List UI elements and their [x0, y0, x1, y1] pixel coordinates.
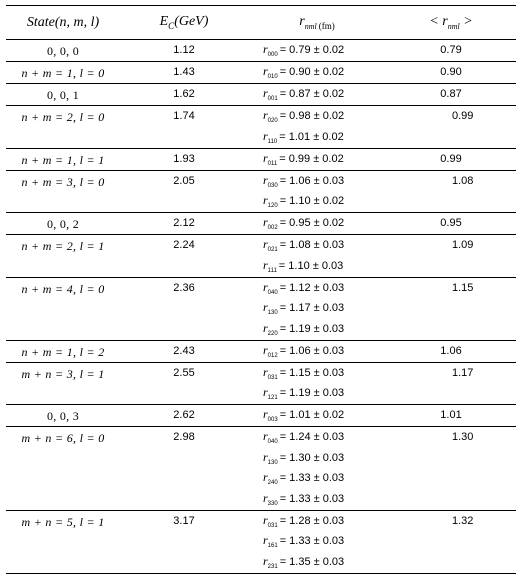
radius-symbol: r	[263, 128, 268, 143]
header-avg-open: < r	[429, 14, 448, 30]
cell-state	[6, 235, 120, 277]
cell-energy	[120, 213, 248, 234]
header-radius	[248, 6, 386, 39]
radius-value: = 1.19 ± 0.03	[279, 322, 345, 335]
radius-item	[263, 405, 393, 426]
results-table	[6, 5, 516, 574]
radius-value: = 0.79 ± 0.02	[279, 44, 345, 57]
cell-energy	[120, 278, 248, 340]
radius-symbol-wrap	[263, 86, 278, 102]
radius-subscript: 120	[267, 203, 278, 210]
cell-avg-radius	[386, 405, 516, 426]
radius-subscript: 220	[267, 330, 278, 337]
radius-subscript: 012	[267, 352, 278, 359]
radius-item	[263, 127, 393, 148]
cell-energy	[120, 84, 248, 105]
radius-value: = 1.24 ± 0.03	[279, 431, 345, 444]
energy-value: 1.43	[173, 66, 195, 78]
cell-radius-list	[263, 62, 393, 83]
cell-radius-list	[263, 84, 393, 105]
radius-value: = 1.01 ± 0.02	[279, 409, 345, 422]
radius-item	[263, 468, 393, 489]
cell-avg-radius	[386, 278, 516, 340]
radius-symbol: r	[263, 490, 268, 505]
radius-item	[263, 235, 393, 256]
cell-avg-radius	[386, 62, 516, 83]
cell-radius-list	[263, 278, 393, 340]
radius-symbol-wrap	[263, 365, 278, 381]
radius-item	[263, 84, 393, 105]
radius-subscript: 031	[267, 522, 278, 529]
radius-symbol-wrap	[263, 343, 278, 359]
radius-symbol: r	[263, 300, 268, 315]
cell-radius-list	[263, 213, 393, 234]
header-energy-label	[160, 14, 209, 31]
cell-radius-list	[263, 427, 393, 509]
cell-radius-list	[263, 511, 393, 573]
energy-value: 2.98	[173, 431, 195, 443]
radius-subscript: 130	[267, 310, 278, 317]
radius-subscript: 030	[267, 182, 278, 189]
radius-item	[263, 427, 393, 448]
cell-state	[6, 106, 120, 148]
radius-symbol-wrap	[263, 321, 278, 337]
radius-subscript: 330	[267, 500, 278, 507]
cell-state	[6, 363, 120, 405]
radius-symbol: r	[263, 215, 268, 230]
table-row	[6, 40, 516, 62]
energy-value: 2.62	[173, 409, 195, 421]
cell-avg-radius	[386, 84, 516, 105]
state-value: n + m = 1, l = 1	[21, 152, 105, 167]
radius-value: = 0.87 ± 0.02	[279, 88, 345, 101]
radius-symbol-wrap	[263, 108, 278, 124]
cell-state	[6, 511, 120, 573]
radius-symbol-wrap	[263, 280, 278, 296]
radius-subscript: 121	[267, 395, 278, 402]
radius-subscript: 020	[267, 118, 278, 125]
radius-symbol-wrap	[263, 215, 278, 231]
radius-subscript: 031	[267, 374, 278, 381]
radius-symbol: r	[263, 470, 268, 485]
radius-value: = 1.33 ± 0.03	[279, 535, 345, 548]
radius-value: = 1.10 ± 0.02	[279, 195, 345, 208]
avg-radius-value: 0.90	[440, 66, 462, 78]
energy-value: 2.36	[173, 281, 195, 294]
state-value: n + m = 2, l = 1	[21, 239, 105, 253]
cell-energy	[120, 235, 248, 277]
table-row	[6, 278, 516, 341]
avg-radius-value: 1.06	[440, 344, 462, 357]
radius-symbol-wrap	[263, 450, 278, 466]
radius-item	[263, 171, 393, 192]
avg-radius-value: 1.15	[452, 281, 474, 294]
table-row	[6, 405, 516, 427]
radius-symbol-wrap	[263, 513, 278, 529]
radius-symbol: r	[263, 172, 268, 187]
radius-item	[263, 552, 393, 573]
radius-symbol: r	[263, 64, 268, 79]
cell-avg-radius	[386, 171, 516, 213]
table-row	[6, 106, 516, 149]
radius-symbol: r	[263, 342, 268, 357]
radius-symbol: r	[263, 512, 268, 527]
state-value: n + m = 2, l = 0	[21, 110, 105, 124]
radius-subscript: 001	[267, 96, 278, 103]
cell-avg-radius	[386, 106, 516, 148]
header-avg-close: >	[463, 14, 473, 30]
radius-value: = 1.33 ± 0.03	[279, 492, 345, 505]
cell-avg-radius	[386, 149, 516, 170]
energy-value: 1.62	[173, 88, 195, 100]
header-energy-symbol: E	[159, 14, 169, 30]
cell-energy	[120, 171, 248, 213]
cell-avg-radius	[386, 511, 516, 573]
radius-symbol: r	[263, 533, 268, 548]
cell-avg-radius	[386, 427, 516, 510]
cell-avg-radius	[386, 213, 516, 234]
radius-item	[263, 40, 393, 61]
header-energy	[120, 6, 248, 39]
radius-value: = 1.33 ± 0.03	[279, 472, 345, 485]
radius-value: = 1.08 ± 0.03	[279, 239, 345, 252]
radius-subscript: 240	[267, 480, 278, 487]
state-value: m + n = 6, l = 0	[21, 431, 105, 445]
header-avg-subscript: nml	[447, 21, 460, 31]
avg-radius-value: 0.99	[440, 152, 462, 165]
radius-symbol-wrap	[263, 300, 278, 316]
cell-avg-radius	[386, 363, 516, 405]
energy-value: 1.93	[173, 152, 195, 165]
state-value: 0, 0, 3	[46, 409, 80, 423]
state-value: n + m = 1, l = 2	[21, 344, 105, 359]
state-value: m + n = 3, l = 1	[21, 366, 105, 381]
radius-value: = 0.99 ± 0.02	[279, 152, 344, 165]
radius-item	[263, 363, 393, 384]
radius-subscript: 021	[267, 247, 278, 254]
radius-item	[263, 319, 393, 340]
energy-value: 1.74	[173, 110, 195, 122]
cell-avg-radius	[386, 341, 516, 362]
radius-symbol-wrap	[263, 151, 277, 167]
state-value: m + n = 5, l = 1	[21, 514, 105, 529]
radius-item	[263, 511, 393, 532]
radius-symbol-wrap	[263, 237, 278, 253]
cell-energy	[120, 40, 248, 61]
cell-energy	[120, 363, 248, 405]
cell-energy	[120, 405, 248, 426]
table-row	[6, 62, 516, 84]
radius-value: = 1.17 ± 0.03	[279, 302, 345, 315]
radius-subscript: 003	[267, 417, 278, 424]
radius-symbol-wrap	[263, 42, 278, 58]
cell-energy	[120, 149, 248, 170]
table-header	[6, 6, 516, 40]
avg-radius-value: 0.95	[440, 217, 462, 229]
table-body	[6, 40, 516, 574]
energy-value: 2.55	[173, 366, 195, 379]
cell-state	[6, 149, 120, 170]
radius-value: = 1.30 ± 0.03	[279, 451, 345, 464]
radius-value: = 1.06 ± 0.03	[279, 344, 345, 357]
radius-item	[263, 383, 393, 404]
cell-state	[6, 62, 120, 83]
table-row	[6, 363, 516, 406]
cell-energy	[120, 341, 248, 362]
energy-value: 2.05	[173, 174, 195, 187]
energy-value: 1.12	[173, 44, 195, 56]
radius-item	[263, 278, 393, 299]
radius-symbol-wrap	[263, 533, 278, 549]
energy-value: 2.24	[173, 239, 195, 251]
cell-radius-list	[263, 363, 393, 404]
header-radius-unit: (fm)	[318, 20, 335, 31]
cell-state	[6, 341, 120, 362]
radius-item	[263, 213, 393, 234]
radius-symbol-wrap	[263, 429, 278, 445]
header-radius-symbol: r	[299, 14, 305, 30]
cell-state	[6, 405, 120, 426]
radius-symbol: r	[263, 108, 268, 123]
radius-item	[263, 489, 393, 510]
radius-subscript: 002	[267, 225, 278, 232]
radius-symbol-wrap	[263, 173, 278, 189]
radius-value: = 1.10 ± 0.03	[278, 259, 344, 272]
energy-value: 2.43	[173, 344, 195, 357]
table-row	[6, 149, 516, 171]
radius-value: = 0.98 ± 0.02	[279, 110, 345, 123]
header-avg-radius	[386, 6, 516, 39]
radius-symbol-wrap	[263, 385, 278, 401]
state-value: 0, 0, 1	[46, 88, 80, 102]
radius-symbol: r	[263, 86, 268, 101]
cell-radius-list	[263, 106, 393, 147]
radius-symbol: r	[263, 320, 268, 335]
table-row	[6, 341, 516, 363]
avg-radius-value: 1.01	[440, 409, 462, 421]
cell-avg-radius	[386, 235, 516, 277]
cell-radius-list	[263, 405, 393, 426]
cell-radius-list	[263, 40, 393, 61]
avg-radius-value: 0.79	[440, 44, 462, 56]
radius-symbol: r	[263, 279, 268, 294]
radius-item	[263, 149, 393, 170]
header-energy-unit: (GeV)	[174, 14, 209, 30]
radius-symbol: r	[263, 429, 268, 444]
cell-energy	[120, 62, 248, 83]
header-avg-label	[429, 14, 472, 31]
radius-symbol-wrap	[263, 407, 278, 423]
radius-value: = 1.01 ± 0.02	[279, 130, 344, 143]
radius-subscript: 110	[267, 138, 278, 145]
radius-symbol: r	[263, 150, 268, 165]
cell-state	[6, 278, 120, 340]
radius-symbol: r	[263, 407, 268, 422]
cell-energy	[120, 106, 248, 148]
cell-radius-list	[263, 341, 393, 362]
avg-radius-value: 1.08	[452, 174, 474, 187]
avg-radius-value: 1.32	[452, 514, 474, 527]
radius-subscript: 130	[267, 459, 278, 466]
cell-energy	[120, 511, 248, 573]
radius-subscript: 040	[267, 289, 278, 296]
avg-radius-value: 1.17	[452, 366, 474, 379]
avg-radius-value: 1.30	[452, 431, 474, 443]
cell-radius-list	[263, 171, 393, 212]
radius-item	[263, 106, 393, 127]
radius-symbol-wrap	[263, 491, 278, 507]
radius-subscript: 231	[267, 563, 278, 570]
radius-value: = 0.90 ± 0.02	[279, 66, 345, 79]
state-value: 0, 0, 0	[46, 44, 80, 58]
radius-value: = 1.12 ± 0.03	[279, 281, 345, 294]
radius-subscript: 161	[267, 543, 278, 550]
radius-symbol-wrap	[263, 258, 277, 274]
radius-item	[263, 256, 393, 277]
radius-value: = 1.28 ± 0.03	[279, 514, 345, 527]
table-row	[6, 213, 516, 235]
cell-state	[6, 171, 120, 213]
radius-subscript: 000	[267, 52, 278, 59]
radius-symbol-wrap	[263, 470, 278, 486]
avg-radius-value: 0.99	[452, 110, 474, 122]
radius-symbol-wrap	[263, 64, 278, 80]
header-energy-subscript: C	[168, 20, 175, 31]
radius-symbol: r	[263, 237, 268, 252]
table-row	[6, 171, 516, 214]
radius-value: = 1.19 ± 0.03	[279, 387, 345, 400]
radius-item	[263, 448, 393, 469]
table-row	[6, 235, 516, 278]
cell-state	[6, 427, 120, 510]
radius-symbol: r	[263, 42, 268, 57]
radius-symbol: r	[263, 449, 268, 464]
energy-value: 2.12	[173, 217, 195, 229]
radius-symbol-wrap	[263, 193, 278, 209]
radius-item	[263, 531, 393, 552]
radius-value: = 1.06 ± 0.03	[279, 174, 345, 187]
cell-radius-list	[263, 235, 393, 276]
state-value: n + m = 4, l = 0	[21, 281, 105, 296]
cell-energy	[120, 427, 248, 510]
radius-value: = 1.35 ± 0.03	[279, 555, 345, 568]
cell-state	[6, 40, 120, 61]
radius-symbol: r	[263, 385, 268, 400]
cell-radius-list	[263, 149, 393, 170]
table-row	[6, 427, 516, 511]
radius-symbol: r	[263, 193, 268, 208]
radius-item	[263, 191, 393, 212]
state-value: n + m = 1, l = 0	[21, 66, 105, 80]
header-state	[6, 6, 120, 39]
state-value: 0, 0, 2	[46, 217, 80, 231]
radius-symbol: r	[263, 553, 268, 568]
radius-symbol: r	[263, 257, 268, 272]
header-radius-label	[299, 14, 334, 31]
radius-subscript: 010	[267, 74, 278, 81]
avg-radius-value: 0.87	[440, 88, 462, 100]
radius-item	[263, 341, 393, 362]
cell-avg-radius	[386, 40, 516, 61]
header-state-label: State(n, m, l)	[26, 14, 100, 30]
radius-subscript: 040	[267, 439, 278, 446]
radius-symbol: r	[263, 364, 268, 379]
energy-value: 3.17	[173, 514, 195, 527]
radius-value: = 0.95 ± 0.02	[279, 217, 345, 230]
radius-symbol-wrap	[263, 554, 278, 570]
radius-item	[263, 62, 393, 83]
radius-symbol-wrap	[263, 129, 277, 145]
header-radius-subscript: nml	[304, 21, 317, 31]
cell-state	[6, 213, 120, 234]
state-value: n + m = 3, l = 0	[21, 174, 105, 189]
avg-radius-value: 1.09	[452, 239, 474, 251]
radius-item	[263, 298, 393, 319]
table-row	[6, 511, 516, 574]
radius-value: = 1.15 ± 0.03	[279, 366, 345, 379]
cell-state	[6, 84, 120, 105]
table-row	[6, 84, 516, 106]
radius-subscript: 111	[267, 267, 277, 274]
radius-subscript: 011	[267, 160, 278, 167]
